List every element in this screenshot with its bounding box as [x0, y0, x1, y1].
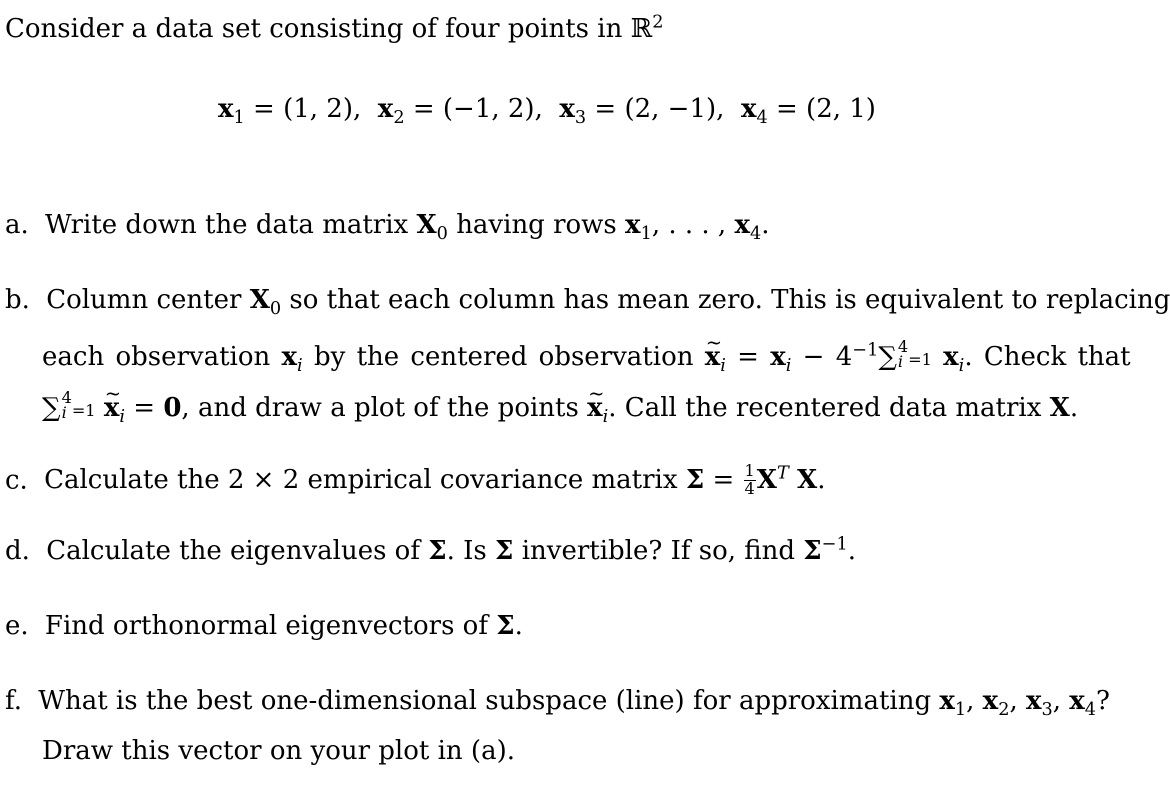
part-b-line3: ∑ 4 i =1 ~ $x_i = 0$, and draw a plot of the points ~ $x_i$. Call the recentered data matrix X.: [42, 390, 1078, 421]
part-a-marker: a.: [5, 210, 29, 240]
part-d-marker: d.: [5, 536, 30, 566]
points-equation: [218, 94, 876, 129]
part-c: c. Calculate the 2 × 2 empirical covariance matrix Σ = $\frac{1}{4}$ $X^T$ X.: [5, 461, 826, 498]
centered-obs-formula: ~ $x_i = x_i - 4^{-1}\sum$ 4 i =1 $x_i$.: [705, 342, 973, 372]
part-b-marker: b.: [5, 285, 30, 315]
intro-line: [5, 12, 664, 44]
intro-text: Consider a data set consisting of four points in: [5, 14, 623, 44]
real-space-symbol: ℝ$^2$: [630, 12, 664, 44]
part-e-marker: e.: [5, 611, 29, 641]
point-x1: $x_1 = (1$, 2),: [218, 94, 370, 129]
part-a: a. Write down the data matrix $X_0$ having rows $x_1$, . . . , $x_4$.: [5, 210, 770, 245]
part-b-line1: b. Column center $X_0$ so that each column has mean zero. This is equivalent to replacing: [5, 285, 1170, 320]
part-c-marker: c.: [5, 465, 28, 496]
covariance-formula: Σ = $\frac{1}{4}$ $X^T$ X.: [685, 461, 826, 498]
rows-expression: $x_1$, . . . , $x_4$.: [625, 210, 770, 245]
matrix-x0: X: [416, 210, 437, 240]
part-e: e. Find orthonormal eigenvectors of Σ.: [5, 611, 523, 641]
point-x2: $x_2 = (-1$, 2),: [377, 94, 552, 129]
part-d: d. Calculate the eigenvalues of Σ. Is Σ invertible? If so, find $\Sigma^{-1}$.: [5, 534, 856, 566]
point-x4: $x_4 = (2$, 1): [740, 94, 876, 129]
part-f-marker: f.: [5, 686, 22, 716]
part-b-line2: each observation $x_i$ by the centered observation ~ $x_i = x_i - 4^{-1}\sum$ 4 i =1 $x_i$. Check that: [42, 339, 1131, 370]
point-x3: $x_3 = (2$, −1),: [559, 94, 733, 129]
part-f-line2: Draw this vector on your plot in (a).: [42, 736, 515, 766]
sum-check-formula: ∑ 4 i =1 ~ $x_i = 0$,: [42, 393, 190, 423]
part-f-line1: f. What is the best one-dimensional subspace (line) for approximating $x_1$, $x_2$, $x_3$, $x_4$?: [5, 686, 1110, 721]
